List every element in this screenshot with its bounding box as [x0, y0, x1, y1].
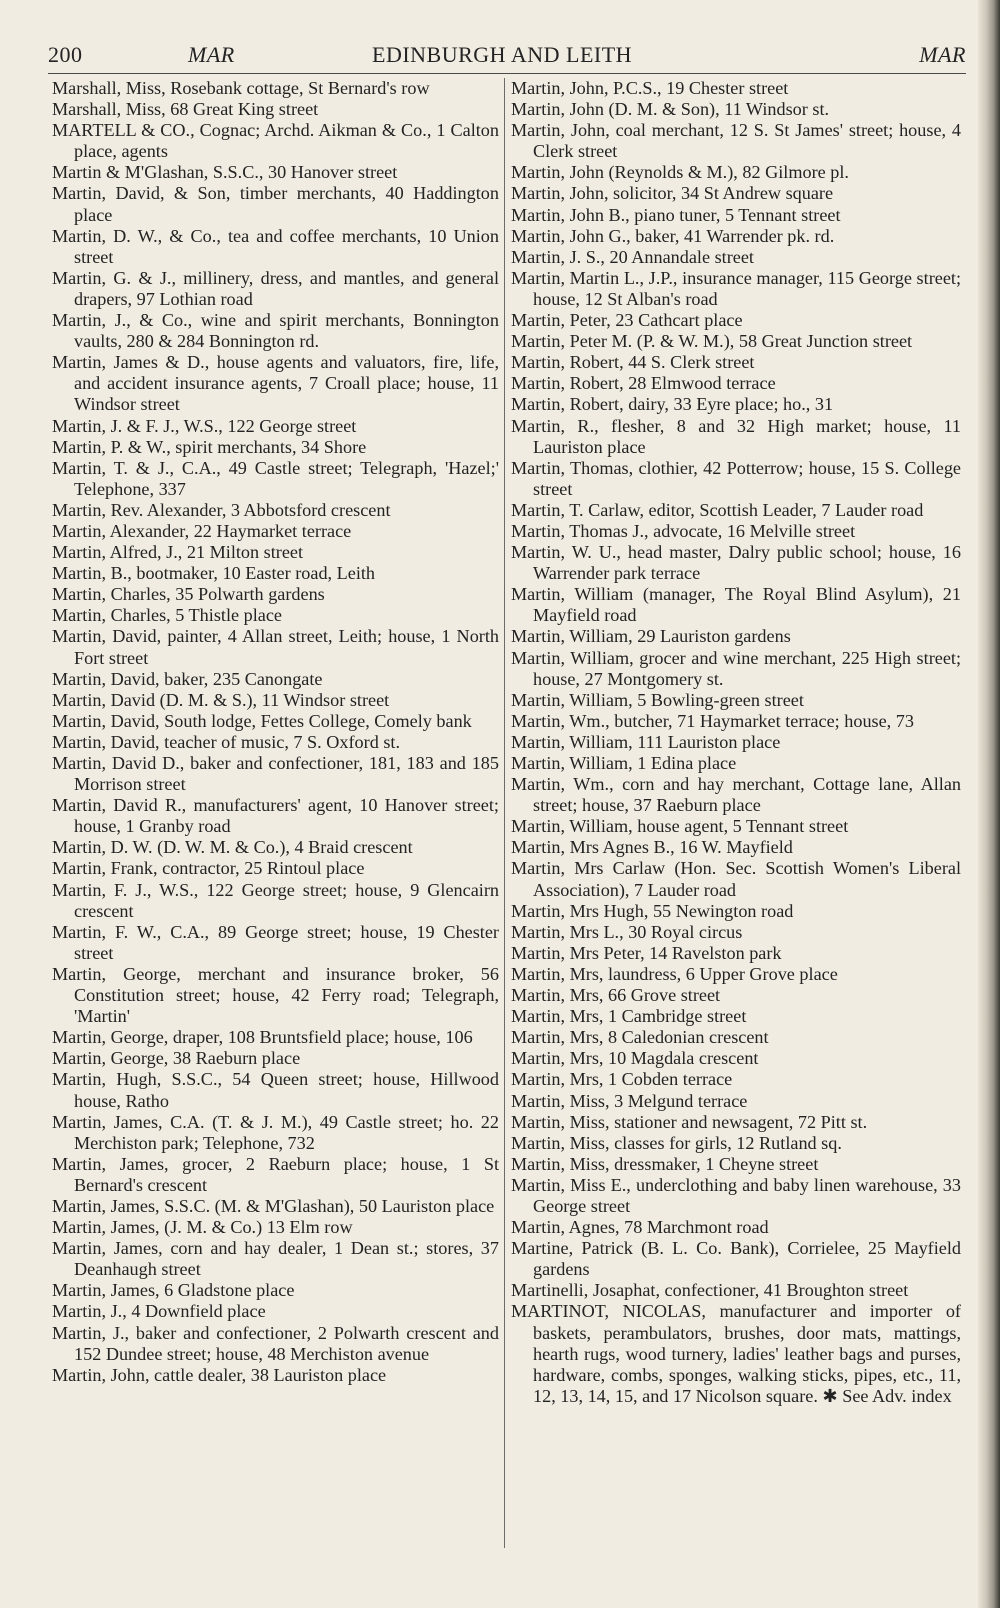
directory-entry: Martin, John, cattle dealer, 38 Lauriston place [52, 1364, 387, 1385]
page-edge-shadow [978, 0, 1000, 1608]
directory-entry: Martin, David, & Son, timber merchants, 40 Haddington place [52, 183, 499, 225]
directory-entry: Martin, Miss, stationer and newsagent, 72 Pitt st. [511, 1111, 868, 1132]
directory-entry: Martin, Mrs Peter, 14 Ravelston park [511, 942, 782, 963]
directory-entry: Marshall, Miss, 68 Great King street [52, 99, 319, 120]
directory-entry: Martin, G. & J., millinery, dress, and mantles, and general drapers, 97 Lothian road [52, 267, 499, 309]
directory-entry: Martin, T. & J., C.A., 49 Castle street; Telegraph, 'Hazel;' Telephone, 337 [52, 457, 499, 499]
directory-entry: Martin, T. Carlaw, editor, Scottish Leader, 7 Lauder road [511, 499, 924, 520]
running-head-right: MAR [919, 42, 966, 67]
directory-entry: Martin, Thomas, clothier, 42 Potterrow; house, 15 S. College street [511, 457, 961, 499]
directory-entry: Martin, Charles, 5 Thistle place [52, 605, 282, 626]
directory-entry: Martin, Robert, 44 S. Clerk street [511, 352, 755, 373]
directory-entry: Martin, David (D. M. & S.), 11 Windsor street [52, 689, 390, 710]
directory-entry: Martin, James, grocer, 2 Raeburn place; house, 1 St Bernard's crescent [52, 1153, 499, 1195]
directory-entry: Martin, James, 6 Gladstone place [52, 1280, 295, 1301]
directory-entry: Martin, J. S., 20 Annandale street [511, 246, 754, 267]
directory-entry: Martin, Miss E., underclothing and baby linen warehouse, 33 George street [511, 1174, 961, 1216]
directory-entry: Martin, Peter M. (P. & W. M.), 58 Great Junction street [511, 331, 913, 352]
directory-entry: Martin, W. U., head master, Dalry public school; house, 16 Warrender park terrace [511, 542, 961, 584]
directory-entry: Martin, Thomas J., advocate, 16 Melville street [511, 520, 856, 541]
directory-entry: Martin, Martin L., J.P., insurance manager, 115 George street; house, 12 St Alban's road [511, 267, 961, 309]
directory-entry: Martin, John (D. M. & Son), 11 Windsor st. [511, 99, 830, 120]
directory-entry: Martin, James, (J. M. & Co.) 13 Elm row [52, 1217, 353, 1238]
directory-entry: Martin, Mrs, 8 Caledonian crescent [511, 1027, 769, 1048]
directory-entry: Martin, Robert, dairy, 33 Eyre place; ho., 31 [511, 394, 834, 415]
directory-entry: Martin, J., baker and confectioner, 2 Polwarth crescent and 152 Dundee street; house, 48 Merchiston avenue [52, 1322, 499, 1364]
running-head-left: MAR [188, 42, 235, 67]
directory-entry: Martin, Peter, 23 Cathcart place [511, 310, 743, 331]
directory-entry: Marshall, Miss, Rosebank cottage, St Bernard's row [52, 78, 430, 98]
directory-entry: Martin, George, draper, 108 Bruntsfield place; house, 106 [52, 1027, 473, 1048]
directory-entry: Martin, J., & Co., wine and spirit merchants, Bonnington vaults, 280 & 284 Bonnington rd. [52, 310, 499, 352]
directory-entry: Martin, Mrs, 66 Grove street [511, 985, 721, 1006]
directory-entry: Martin, William (manager, The Royal Blind Asylum), 21 Mayfield road [511, 584, 961, 626]
directory-entry: Martin, David, baker, 235 Canongate [52, 668, 323, 689]
directory-entry: Martin, David D., baker and confectioner, 181, 183 and 185 Morrison street [52, 753, 499, 795]
directory-entry: Martin, David, South lodge, Fettes College, Comely bank [52, 710, 472, 731]
directory-entry: Martin, R., flesher, 8 and 32 High market; house, 11 Lauriston place [511, 415, 961, 457]
directory-entry: Martin, Mrs Hugh, 55 Newington road [511, 900, 794, 921]
directory-entry: Martin, David, teacher of music, 7 S. Oxford st. [52, 731, 401, 752]
directory-entry: Martin, William, house agent, 5 Tennant street [511, 816, 849, 837]
directory-entry: MARTINOT, NICOLAS, manufacturer and importer of baskets, perambulators, brushes, door mats, mattings, hearth rugs, wood turnery, ladies' leather bags and purses, hardware, combs, sponges, walking sticks, pipes, etc., 11, 12, 13, 14, 15, and 17 Nicolson square. ✱ See Adv. index [511, 1301, 961, 1406]
directory-entry: Martine, Patrick (B. L. Co. Bank), Corrielee, 25 Mayfield gardens [511, 1238, 961, 1280]
running-header [48, 42, 966, 72]
directory-entry: Martin, Wm., butcher, 71 Haymarket terrace; house, 73 [511, 710, 914, 731]
page-number: 200 [48, 42, 83, 67]
directory-entry: Martin, John G., baker, 41 Warrender pk. rd. [511, 225, 835, 246]
directory-entry: Martin, F. W., C.A., 89 George street; house, 19 Chester street [52, 921, 499, 963]
directory-entry: Martin, Mrs, laundress, 6 Upper Grove place [511, 963, 838, 984]
directory-entry: Martin, Miss, classes for girls, 12 Rutland sq. [511, 1132, 842, 1153]
directory-entry: MARTELL & CO., Cognac; Archd. Aikman & Co., 1 Calton place, agents [52, 120, 499, 162]
directory-entry: Martin, James & D., house agents and valuators, fire, life, and accident insurance agents, 7 Croall place; house, 11 Windsor street [52, 352, 499, 415]
directory-entry: Martin, Robert, 28 Elmwood terrace [511, 373, 776, 394]
directory-entry: Martin, B., bootmaker, 10 Easter road, Leith [52, 563, 376, 584]
directory-entry: Martin, Mrs L., 30 Royal circus [511, 921, 743, 942]
directory-entry: Martin, George, 38 Raeburn place [52, 1048, 301, 1069]
directory-entry: Martin, William, 1 Edina place [511, 753, 737, 773]
directory-entry: Martin, Frank, contractor, 25 Rintoul place [52, 858, 365, 879]
directory-entry: Martin, John, coal merchant, 12 S. St James' street; house, 4 Clerk street [511, 120, 961, 162]
directory-entry: Martin, Rev. Alexander, 3 Abbotsford crescent [52, 499, 391, 520]
directory-entry: Martin, James, corn and hay dealer, 1 Dean st.; stores, 37 Deanhaugh street [52, 1238, 499, 1280]
directory-entry: Martin, F. J., W.S., 122 George street; house, 9 Glencairn crescent [52, 879, 499, 921]
right-column [511, 78, 961, 1407]
directory-entry: Martin, James, S.S.C. (M. & M'Glashan), 50 Lauriston place [52, 1195, 495, 1216]
directory-entry: Martin, John, solicitor, 34 St Andrew square [511, 183, 834, 204]
header-rule [48, 73, 966, 74]
directory-entry: Martin, D. W., & Co., tea and coffee merchants, 10 Union street [52, 225, 499, 267]
directory-entry: Martin, Miss, 3 Melgund terrace [511, 1090, 748, 1111]
directory-entry: Martinelli, Josaphat, confectioner, 41 Broughton street [511, 1280, 909, 1301]
directory-entry: Martin, Charles, 35 Polwarth gardens [52, 584, 325, 605]
directory-entry: Martin, James, C.A. (T. & J. M.), 49 Castle street; ho. 22 Merchiston park; Telephone, 732 [52, 1111, 499, 1153]
directory-entry: Martin, Mrs, 10 Magdala crescent [511, 1048, 759, 1069]
directory-entry: Martin, P. & W., spirit merchants, 34 Shore [52, 436, 367, 457]
directory-entry: Martin, George, merchant and insurance broker, 56 Constitution street; house, 42 Ferry road; Telegraph, 'Martin' [52, 963, 499, 1027]
directory-entry: Martin, Agnes, 78 Marchmont road [511, 1217, 769, 1238]
directory-entry: Martin, William, grocer and wine merchant, 225 High street; house, 27 Montgomery st. [511, 647, 961, 689]
directory-entry: Martin, David, painter, 4 Allan street, Leith; house, 1 North Fort street [52, 626, 499, 668]
directory-entry: Martin, Alexander, 22 Haymarket terrace [52, 520, 352, 541]
directory-entry: Martin, John, P.C.S., 19 Chester street [511, 78, 789, 98]
directory-entry: Martin, D. W. (D. W. M. & Co.), 4 Braid crescent [52, 837, 413, 858]
directory-entry: Martin, William, 5 Bowling-green street [511, 689, 804, 710]
directory-entry: Martin, Mrs Carlaw (Hon. Sec. Scottish Women's Liberal Association), 7 Lauder road [511, 858, 961, 900]
directory-entry: Martin, Hugh, S.S.C., 54 Queen street; house, Hillwood house, Ratho [52, 1069, 499, 1111]
directory-entry: Martin, David R., manufacturers' agent, 10 Hanover street; house, 1 Granby road [52, 795, 499, 837]
directory-entry: Martin, Mrs, 1 Cambridge street [511, 1006, 747, 1027]
directory-entry: Martin, Miss, dressmaker, 1 Cheyne street [511, 1153, 819, 1174]
directory-entry: Martin, Alfred, J., 21 Milton street [52, 542, 304, 563]
directory-entry: Martin, Mrs, 1 Cobden terrace [511, 1069, 733, 1090]
column-divider [504, 78, 505, 1548]
directory-entry: Martin, J. & F. J., W.S., 122 George street [52, 415, 357, 436]
directory-entry: Martin & M'Glashan, S.S.C., 30 Hanover street [52, 162, 398, 183]
directory-entry: Martin, William, 29 Lauriston gardens [511, 626, 791, 647]
directory-title: EDINBURGH AND LEITH [372, 42, 633, 67]
directory-entry: Martin, Wm., corn and hay merchant, Cottage lane, Allan street; house, 37 Raeburn place [511, 774, 961, 816]
directory-entry: Martin, John B., piano tuner, 5 Tennant street [511, 204, 841, 225]
directory-entry: Martin, William, 111 Lauriston place [511, 731, 781, 752]
directory-entry: Martin, J., 4 Downfield place [52, 1301, 266, 1322]
left-column [52, 78, 499, 1386]
directory-entry: Martin, Mrs Agnes B., 16 W. Mayfield [511, 837, 793, 858]
directory-entry: Martin, John (Reynolds & M.), 82 Gilmore pl. [511, 162, 849, 183]
